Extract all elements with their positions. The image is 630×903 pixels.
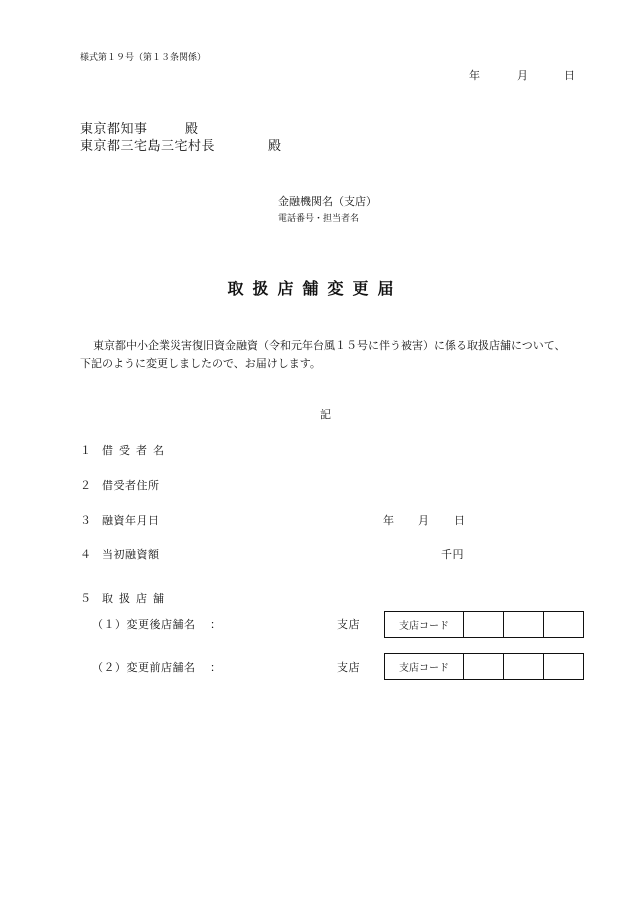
bank-name-label: 金融機関名（支店） bbox=[278, 195, 377, 208]
sub2-branch-code-cell-3[interactable] bbox=[544, 654, 584, 680]
sub2-colon: ： bbox=[210, 661, 222, 674]
sub1-branch: 支店 bbox=[337, 618, 360, 631]
body-line-1: 東京都中小企業災害復旧資金融資（令和元年台風１５号に伴う被害）に係る取扱店舗について、 bbox=[93, 339, 566, 352]
sub1-branch-code-cell-2[interactable] bbox=[504, 612, 544, 638]
item1-label: 借受者名 bbox=[102, 444, 170, 457]
sub2-branch-code-table bbox=[384, 653, 584, 680]
form-number: 様式第１９号（第１３条関係） bbox=[80, 53, 207, 63]
addressee-mayor-honorific: 殿 bbox=[268, 139, 282, 154]
sub1-branch-code-table bbox=[384, 611, 584, 638]
item4-label: 当初融資額 bbox=[102, 548, 160, 561]
item2-number: ２ bbox=[80, 479, 92, 492]
sub1-branch-code-cell-3[interactable] bbox=[544, 612, 584, 638]
body-line-2: 下記のように変更しましたので、お届けします。 bbox=[80, 357, 321, 370]
sub2-branch-code-label: 支店コード bbox=[385, 654, 464, 680]
sub1-colon: ： bbox=[210, 618, 222, 631]
item1-number: １ bbox=[80, 444, 92, 457]
document-title: 取扱店舗変更届 bbox=[227, 279, 403, 298]
item3-number: ３ bbox=[80, 514, 92, 527]
sub2-branch-code-cell-1[interactable] bbox=[464, 654, 504, 680]
sub2-branch: 支店 bbox=[337, 661, 360, 674]
item3-day: 日 bbox=[454, 514, 466, 527]
sub2-label: （２）変更前店舗名 bbox=[92, 661, 196, 674]
item5-label: 取扱店舗 bbox=[102, 592, 170, 605]
item5-number: ５ bbox=[80, 592, 92, 605]
ki-heading: 記 bbox=[320, 408, 331, 421]
date-day-label: 日 bbox=[564, 69, 575, 82]
item4-number: ４ bbox=[80, 548, 92, 561]
contact-label: 電話番号・担当者名 bbox=[278, 214, 360, 224]
item4-unit: 千円 bbox=[441, 548, 464, 561]
addressee-governor: 東京都知事 bbox=[80, 122, 148, 137]
item3-year: 年 bbox=[383, 514, 395, 527]
addressee-governor-honorific: 殿 bbox=[185, 122, 199, 137]
item3-month: 月 bbox=[418, 514, 430, 527]
sub2-branch-code-cell-2[interactable] bbox=[504, 654, 544, 680]
date-year-label: 年 bbox=[469, 69, 480, 82]
item2-label: 借受者住所 bbox=[102, 479, 160, 492]
item3-label: 融資年月日 bbox=[102, 514, 160, 527]
date-month-label: 月 bbox=[517, 69, 528, 82]
addressee-mayor: 東京都三宅島三宅村長 bbox=[80, 139, 216, 154]
sub1-branch-code-cell-1[interactable] bbox=[464, 612, 504, 638]
sub1-label: （１）変更後店舗名 bbox=[92, 618, 196, 631]
sub1-branch-code-label: 支店コード bbox=[385, 612, 464, 638]
